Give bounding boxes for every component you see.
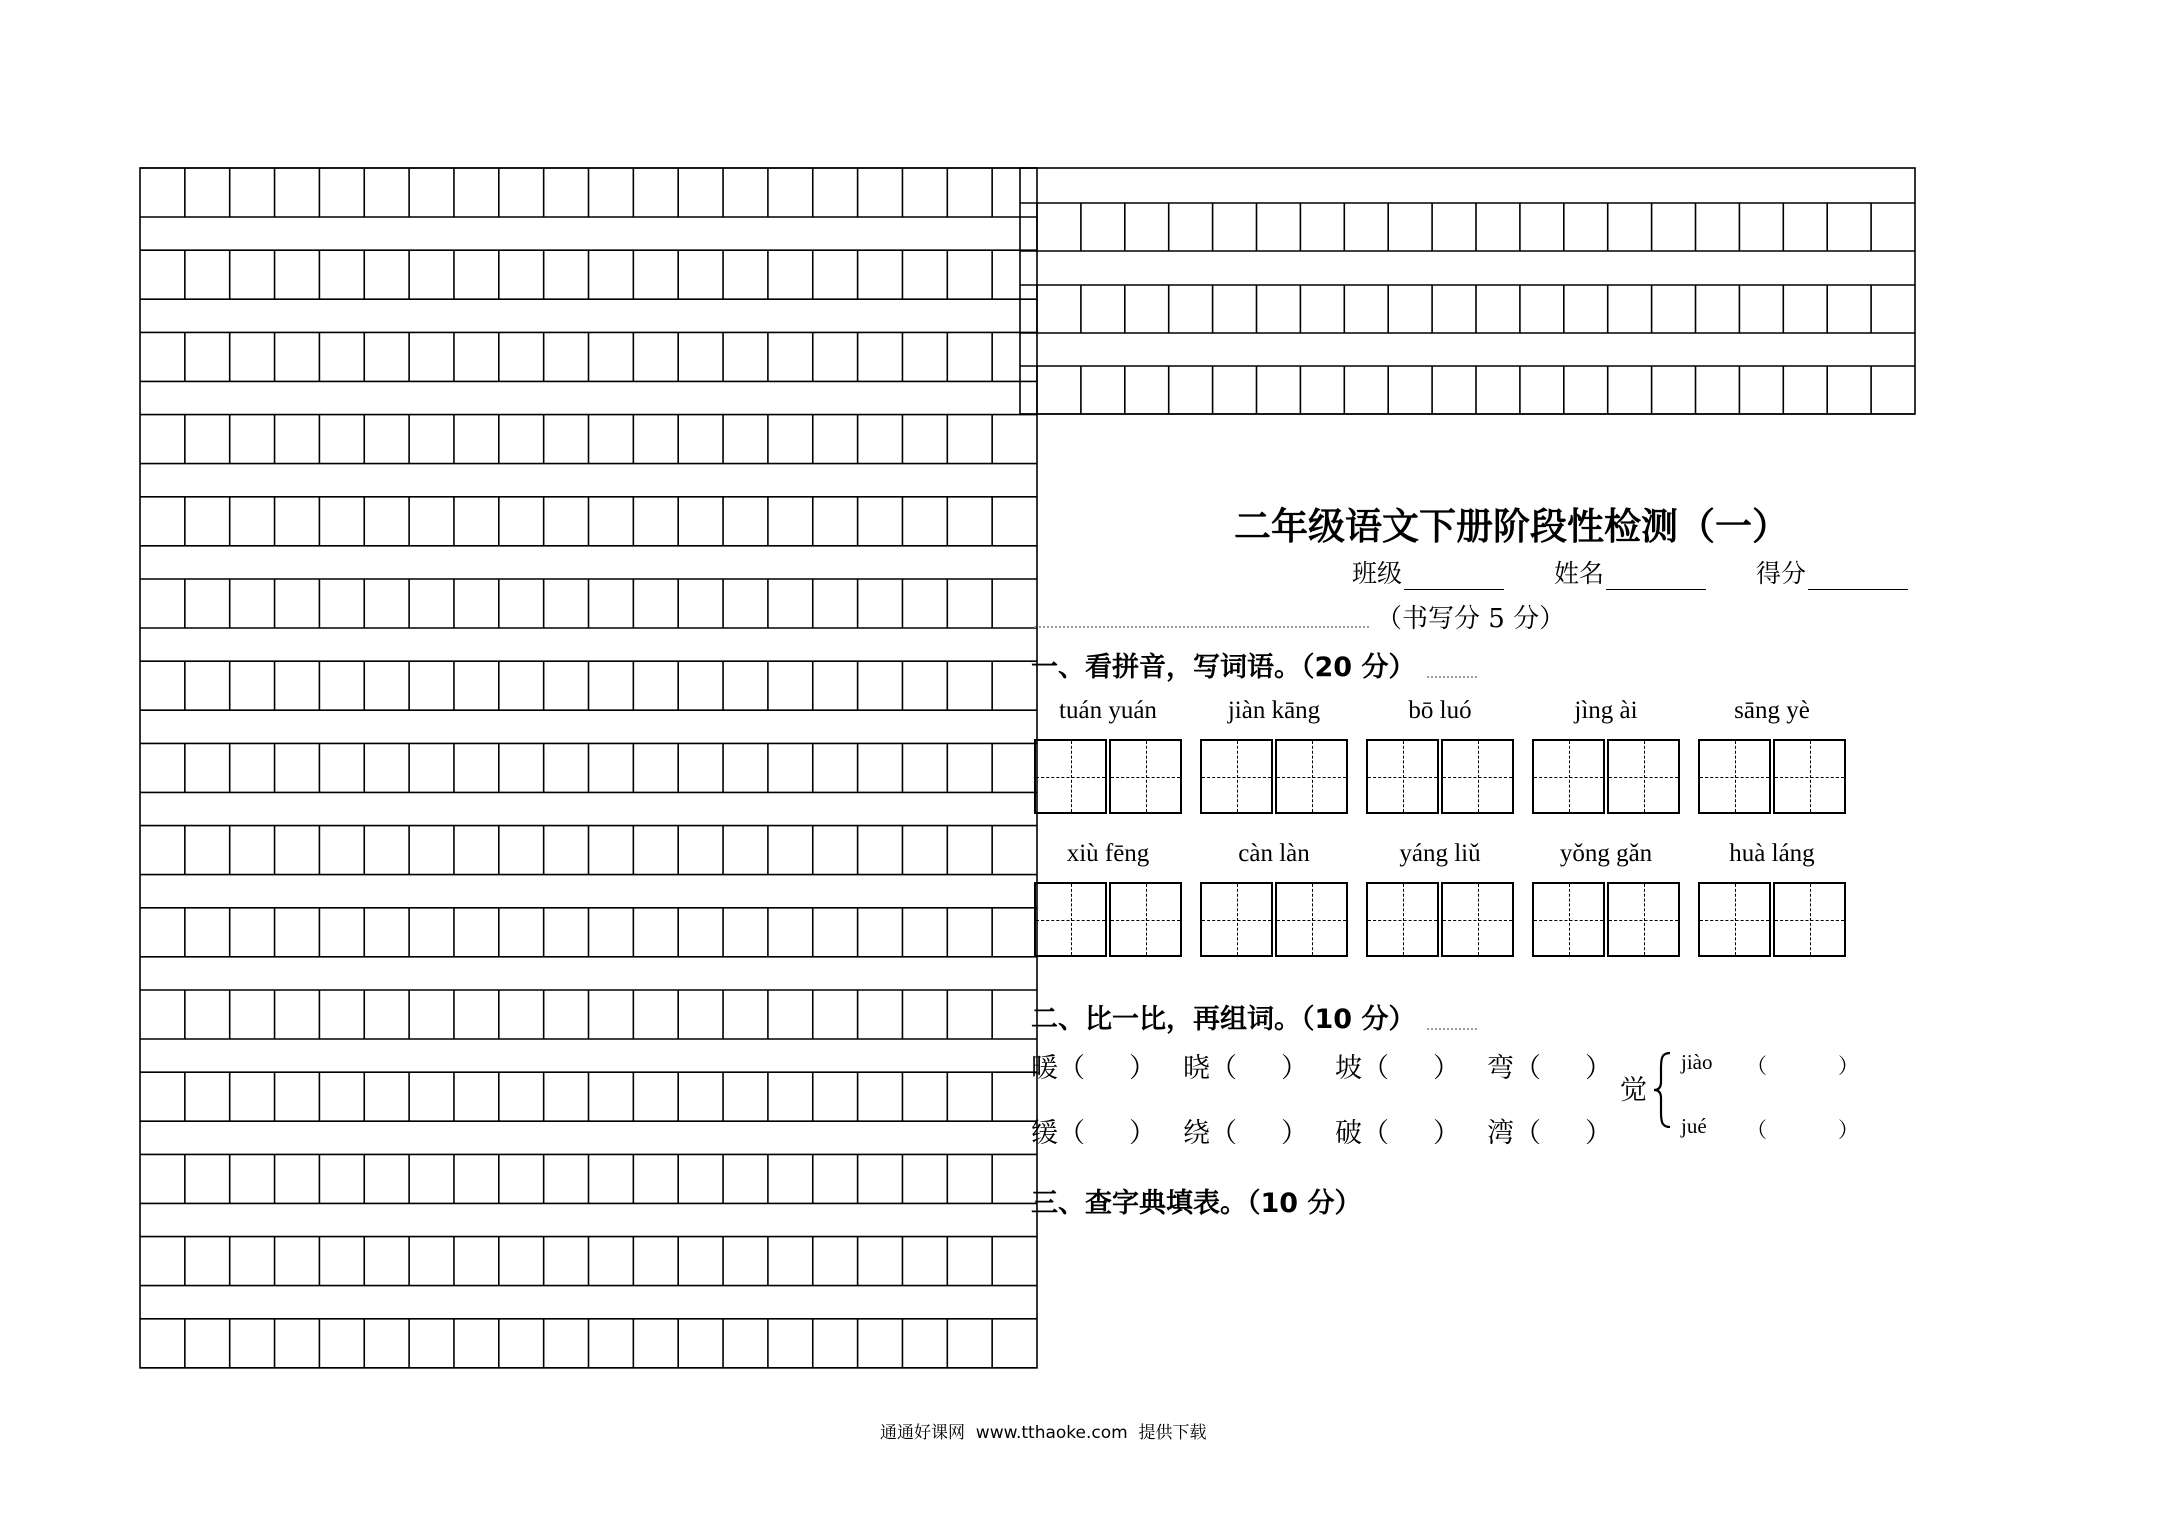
left-grid-row (140, 1319, 1037, 1368)
right-grid-row (1020, 285, 1915, 333)
tianzige-pair (1698, 882, 1846, 957)
section3-heading-text: 三、查字典填表。（10 分） (1031, 1188, 1362, 1219)
student-info (1352, 554, 1908, 590)
section2-heading (1031, 997, 1477, 1036)
tianzige-box (1532, 882, 1605, 957)
pinyin-word-group (1366, 838, 1514, 957)
left-grid-row (140, 826, 1037, 875)
answer-blank (1767, 1050, 1838, 1080)
tianzige-pair (1532, 882, 1680, 957)
compare-item (1335, 1111, 1487, 1150)
left-grid-row (140, 1154, 1037, 1203)
tianzige-box (1441, 739, 1514, 814)
compare-row (1031, 1046, 1639, 1085)
footer-text: 通通好课网 www.tthaoke.com 提供下载 (880, 1423, 1207, 1443)
pinyin-text: yǒng gǎn (1559, 840, 1653, 867)
pinyin-text: yáng liǔ (1399, 840, 1481, 867)
trailing-dots (1427, 1028, 1477, 1030)
left-grid-frame (140, 168, 1037, 1368)
paren-close: ） (1585, 1118, 1612, 1149)
tianzige-box (1698, 882, 1771, 957)
pinyin-word-group (1698, 695, 1846, 814)
compare-char: 弯 (1487, 1053, 1514, 1084)
paren-close: ） (1433, 1053, 1460, 1084)
paren-open: （ (1514, 1118, 1541, 1149)
left-grid-row (140, 250, 1037, 299)
tianzige-box (1109, 882, 1182, 957)
writing-score-text: （书写分 5 分） (1376, 604, 1566, 634)
tianzige-box (1200, 882, 1273, 957)
section1-heading-text: 一、看拼音，写词语。（20 分） (1031, 652, 1416, 683)
left-grid-row (140, 1237, 1037, 1286)
compare-item (1487, 1046, 1639, 1085)
pinyin-text: jiàn kāng (1227, 697, 1321, 724)
class-field (1352, 554, 1504, 590)
left-grid-row (140, 415, 1037, 464)
tianzige-box (1607, 739, 1680, 814)
right-grid-row (1020, 203, 1915, 251)
tianzige-box (1607, 882, 1680, 957)
pinyin-word-group (1532, 838, 1680, 957)
paren-open: （ (1746, 1054, 1767, 1078)
compare-char: 破 (1335, 1118, 1362, 1149)
paren-close: ） (1838, 1118, 1859, 1142)
pinyin-word-group (1200, 838, 1348, 957)
paren-close: ） (1129, 1118, 1156, 1149)
compare-item (1335, 1046, 1487, 1085)
reading-pinyin: jué (1681, 1114, 1707, 1138)
tianzige-box (1366, 739, 1439, 814)
reading-pinyin: jiào (1681, 1050, 1713, 1074)
paren-open: （ (1362, 1118, 1389, 1149)
pinyin-word-group (1034, 695, 1182, 814)
writing-score-line (1034, 598, 1565, 635)
tianzige-pair (1698, 739, 1846, 814)
tianzige-box (1034, 882, 1107, 957)
polyphone-reading (1681, 1114, 1859, 1144)
left-grid-row (140, 908, 1037, 957)
left-grid-row (140, 497, 1037, 546)
compare-char: 绕 (1183, 1118, 1210, 1149)
tianzige-box (1532, 739, 1605, 814)
tianzige-pair (1366, 882, 1514, 957)
pinyin-text: xiù fēng (1066, 840, 1150, 867)
right-grid-row (1020, 366, 1915, 414)
compare-item (1031, 1046, 1183, 1085)
pinyin-row (1034, 838, 1846, 957)
compare-char: 暖 (1031, 1053, 1058, 1084)
compare-char: 缓 (1031, 1118, 1058, 1149)
tianzige-pair (1200, 882, 1348, 957)
answer-blank (1085, 1046, 1129, 1085)
pinyin-word-group (1366, 695, 1514, 814)
pinyin-text: huà láng (1729, 840, 1815, 867)
paren-open: （ (1210, 1118, 1237, 1149)
score-label: 得分 (1756, 559, 1807, 588)
section1-heading (1031, 645, 1477, 684)
answer-blank (1085, 1111, 1129, 1150)
paren-close: ） (1281, 1053, 1308, 1084)
left-grid-row (140, 332, 1037, 381)
compare-item (1183, 1111, 1335, 1150)
tianzige-box (1275, 739, 1348, 814)
paren-close: ） (1585, 1053, 1612, 1084)
compare-char: 坡 (1335, 1053, 1362, 1084)
paren-close: ） (1433, 1118, 1460, 1149)
pinyin-row (1034, 695, 1846, 814)
compare-row (1031, 1111, 1639, 1150)
compare-char: 湾 (1487, 1118, 1514, 1149)
left-grid-row (140, 661, 1037, 710)
name-field (1554, 554, 1706, 590)
paren-close: ） (1129, 1053, 1156, 1084)
dotted-divider (1034, 626, 1369, 628)
compare-item (1183, 1046, 1335, 1085)
tianzige-box (1034, 739, 1107, 814)
polyphone-char: 觉 (1620, 1075, 1647, 1106)
pinyin-text: jìng ài (1574, 697, 1638, 724)
pinyin-text: sāng yè (1734, 697, 1810, 724)
paren-open: （ (1362, 1053, 1389, 1084)
tianzige-box (1441, 882, 1514, 957)
pinyin-text: càn làn (1238, 840, 1310, 867)
tianzige-pair (1200, 739, 1348, 814)
paren-open: （ (1746, 1118, 1767, 1142)
tianzige-box (1366, 882, 1439, 957)
left-grid-row (140, 168, 1037, 217)
tianzige-box (1200, 739, 1273, 814)
left-grid-row (140, 579, 1037, 628)
compare-item (1487, 1111, 1639, 1150)
score-blank (1808, 563, 1908, 590)
pinyin-word-group (1698, 838, 1846, 957)
class-label: 班级 (1352, 559, 1403, 588)
answer-blank (1541, 1046, 1585, 1085)
tianzige-box (1773, 882, 1846, 957)
paren-close: ） (1281, 1118, 1308, 1149)
name-label: 姓名 (1554, 559, 1605, 588)
left-grid-row (140, 743, 1037, 792)
answer-blank (1237, 1111, 1281, 1150)
score-field (1756, 554, 1908, 590)
section2-heading-text: 二、比一比，再组词。（10 分） (1031, 1004, 1416, 1035)
pinyin-word-group (1034, 838, 1182, 957)
tianzige-pair (1532, 739, 1680, 814)
tianzige-pair (1034, 739, 1182, 814)
answer-blank (1389, 1111, 1433, 1150)
paren-open: （ (1514, 1053, 1541, 1084)
worksheet-title: 二年级语文下册阶段性检测（一） (1234, 505, 1789, 548)
paren-open: （ (1058, 1053, 1085, 1084)
left-grid-row (140, 990, 1037, 1039)
answer-blank (1389, 1046, 1433, 1085)
brace-icon (1650, 1050, 1674, 1130)
tianzige-box (1773, 739, 1846, 814)
compare-char: 晓 (1183, 1053, 1210, 1084)
pinyin-word-group (1200, 695, 1348, 814)
trailing-dots (1427, 676, 1477, 678)
name-blank (1606, 563, 1706, 590)
left-grid-row (140, 1072, 1037, 1121)
tianzige-pair (1034, 882, 1182, 957)
answer-blank (1541, 1111, 1585, 1150)
tianzige-pair (1366, 739, 1514, 814)
paren-open: （ (1058, 1118, 1085, 1149)
answer-blank (1237, 1046, 1281, 1085)
section3-heading (1031, 1181, 1361, 1220)
class-blank (1404, 563, 1504, 590)
tianzige-box (1275, 882, 1348, 957)
polyphone-reading (1681, 1050, 1859, 1080)
paren-close: ） (1838, 1054, 1859, 1078)
compare-item (1031, 1111, 1183, 1150)
paren-open: （ (1210, 1053, 1237, 1084)
pinyin-word-group (1532, 695, 1680, 814)
tianzige-box (1109, 739, 1182, 814)
pinyin-text: tuán yuán (1059, 697, 1157, 724)
right-grid-frame (1020, 168, 1915, 414)
answer-blank (1767, 1114, 1838, 1144)
pinyin-text: bō luó (1408, 697, 1472, 724)
tianzige-box (1698, 739, 1771, 814)
